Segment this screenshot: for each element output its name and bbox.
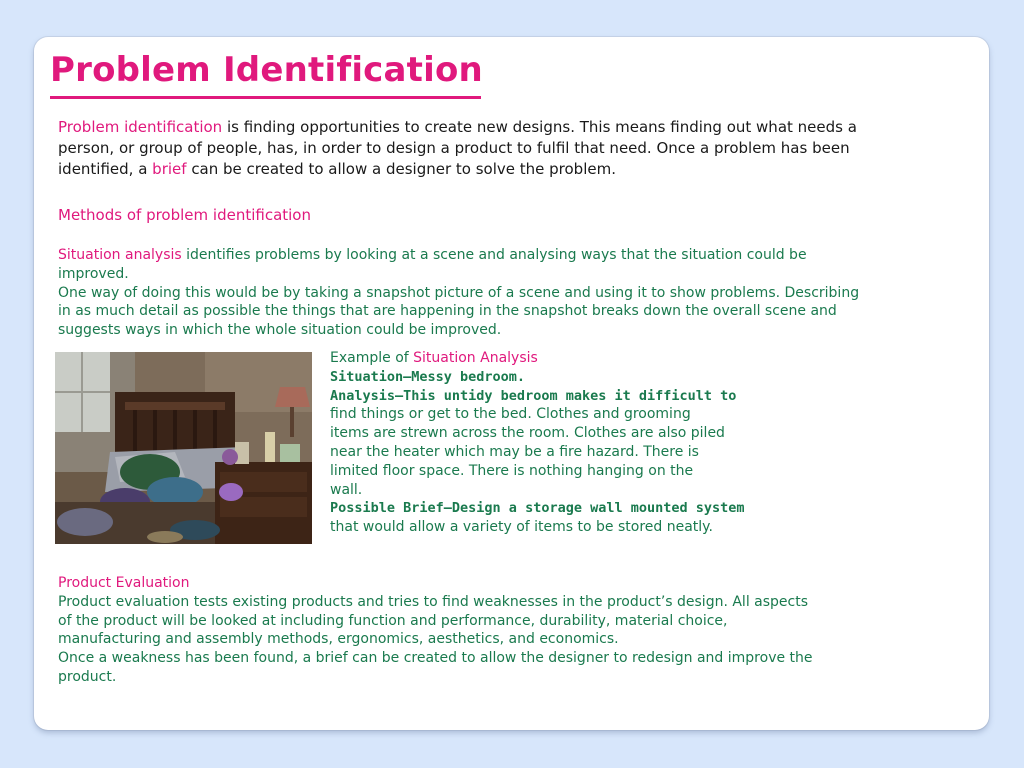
brief-term: brief	[152, 160, 187, 178]
intro-line-2: person, or group of people, has, in order to design a product to fulfil that need. Once a problem has been	[58, 139, 850, 157]
product-evaluation-paragraph	[58, 574, 858, 687]
title-underline	[50, 96, 481, 99]
example-analysis-l4: near the heater which may be a fire hazard. There is	[330, 443, 699, 460]
sa-line-5: suggests ways in which the whole situation could be improved.	[58, 322, 502, 339]
methods-heading: Methods of problem identification	[58, 206, 311, 224]
pe-line-5: product.	[58, 668, 117, 685]
intro-text-3b: can be created to allow a designer to solve the problem.	[186, 160, 616, 178]
situation-analysis-example	[330, 349, 750, 537]
situation-analysis-paragraph	[58, 246, 898, 340]
example-heading	[330, 349, 750, 368]
sa-line-2: improved.	[58, 265, 129, 282]
pe-line-2: of the product will be looked at including function and performance, durability, material choice,	[58, 612, 728, 629]
example-analysis-l6: wall.	[330, 481, 363, 498]
intro-text-1: is finding opportunities to create new designs. This means finding out what needs a	[222, 118, 857, 136]
page-title: Problem Identification	[50, 50, 483, 90]
product-evaluation-heading: Product Evaluation	[58, 575, 190, 591]
example-brief-heading: Possible Brief—Design a storage wall mounted system	[330, 500, 745, 517]
sa-line-4: in as much detail as possible the things that are happening in the snapshot breaks down the overall scene and	[58, 303, 837, 320]
bedroom-illustration	[55, 352, 312, 544]
intro-line-3	[58, 159, 918, 180]
example-analysis-l5: limited floor space. There is nothing hanging on the	[330, 462, 694, 479]
sa-text-1: identifies problems by looking at a scene and analysing ways that the situation could be	[181, 247, 807, 263]
pe-line-3: manufacturing and assembly methods, ergonomics, aesthetics, and economics.	[58, 631, 619, 648]
example-situation: Situation—Messy bedroom.	[330, 368, 526, 385]
example-analysis-l3: items are strewn across the room. Clothes are also piled	[330, 425, 725, 442]
sa-line-1	[58, 246, 898, 265]
sa-line-3: One way of doing this would be by taking a snapshot picture of a scene and using it to show problems. Describing	[58, 284, 860, 301]
example-brief-l2: that would allow a variety of items to be stored neatly.	[330, 519, 713, 536]
intro-term: Problem identification	[58, 118, 223, 136]
intro-text-3a: identified, a	[58, 160, 153, 178]
sa-term: Situation analysis	[58, 247, 182, 263]
messy-bedroom-photo	[55, 352, 312, 544]
example-analysis-l2: find things or get to the bed. Clothes and grooming	[330, 406, 691, 423]
pe-line-1: Product evaluation tests existing products and tries to find weaknesses in the product’s design. All aspects	[58, 593, 809, 610]
pe-line-4: Once a weakness has been found, a brief can be created to allow the designer to redesign and improve the	[58, 650, 813, 667]
intro-line-1	[58, 117, 918, 138]
example-analysis-heading: Analysis—This untidy bedroom makes it difficult to	[330, 387, 737, 404]
example-term: Situation Analysis	[413, 350, 538, 366]
intro-paragraph	[58, 117, 918, 180]
example-prefix: Example of	[330, 350, 414, 366]
